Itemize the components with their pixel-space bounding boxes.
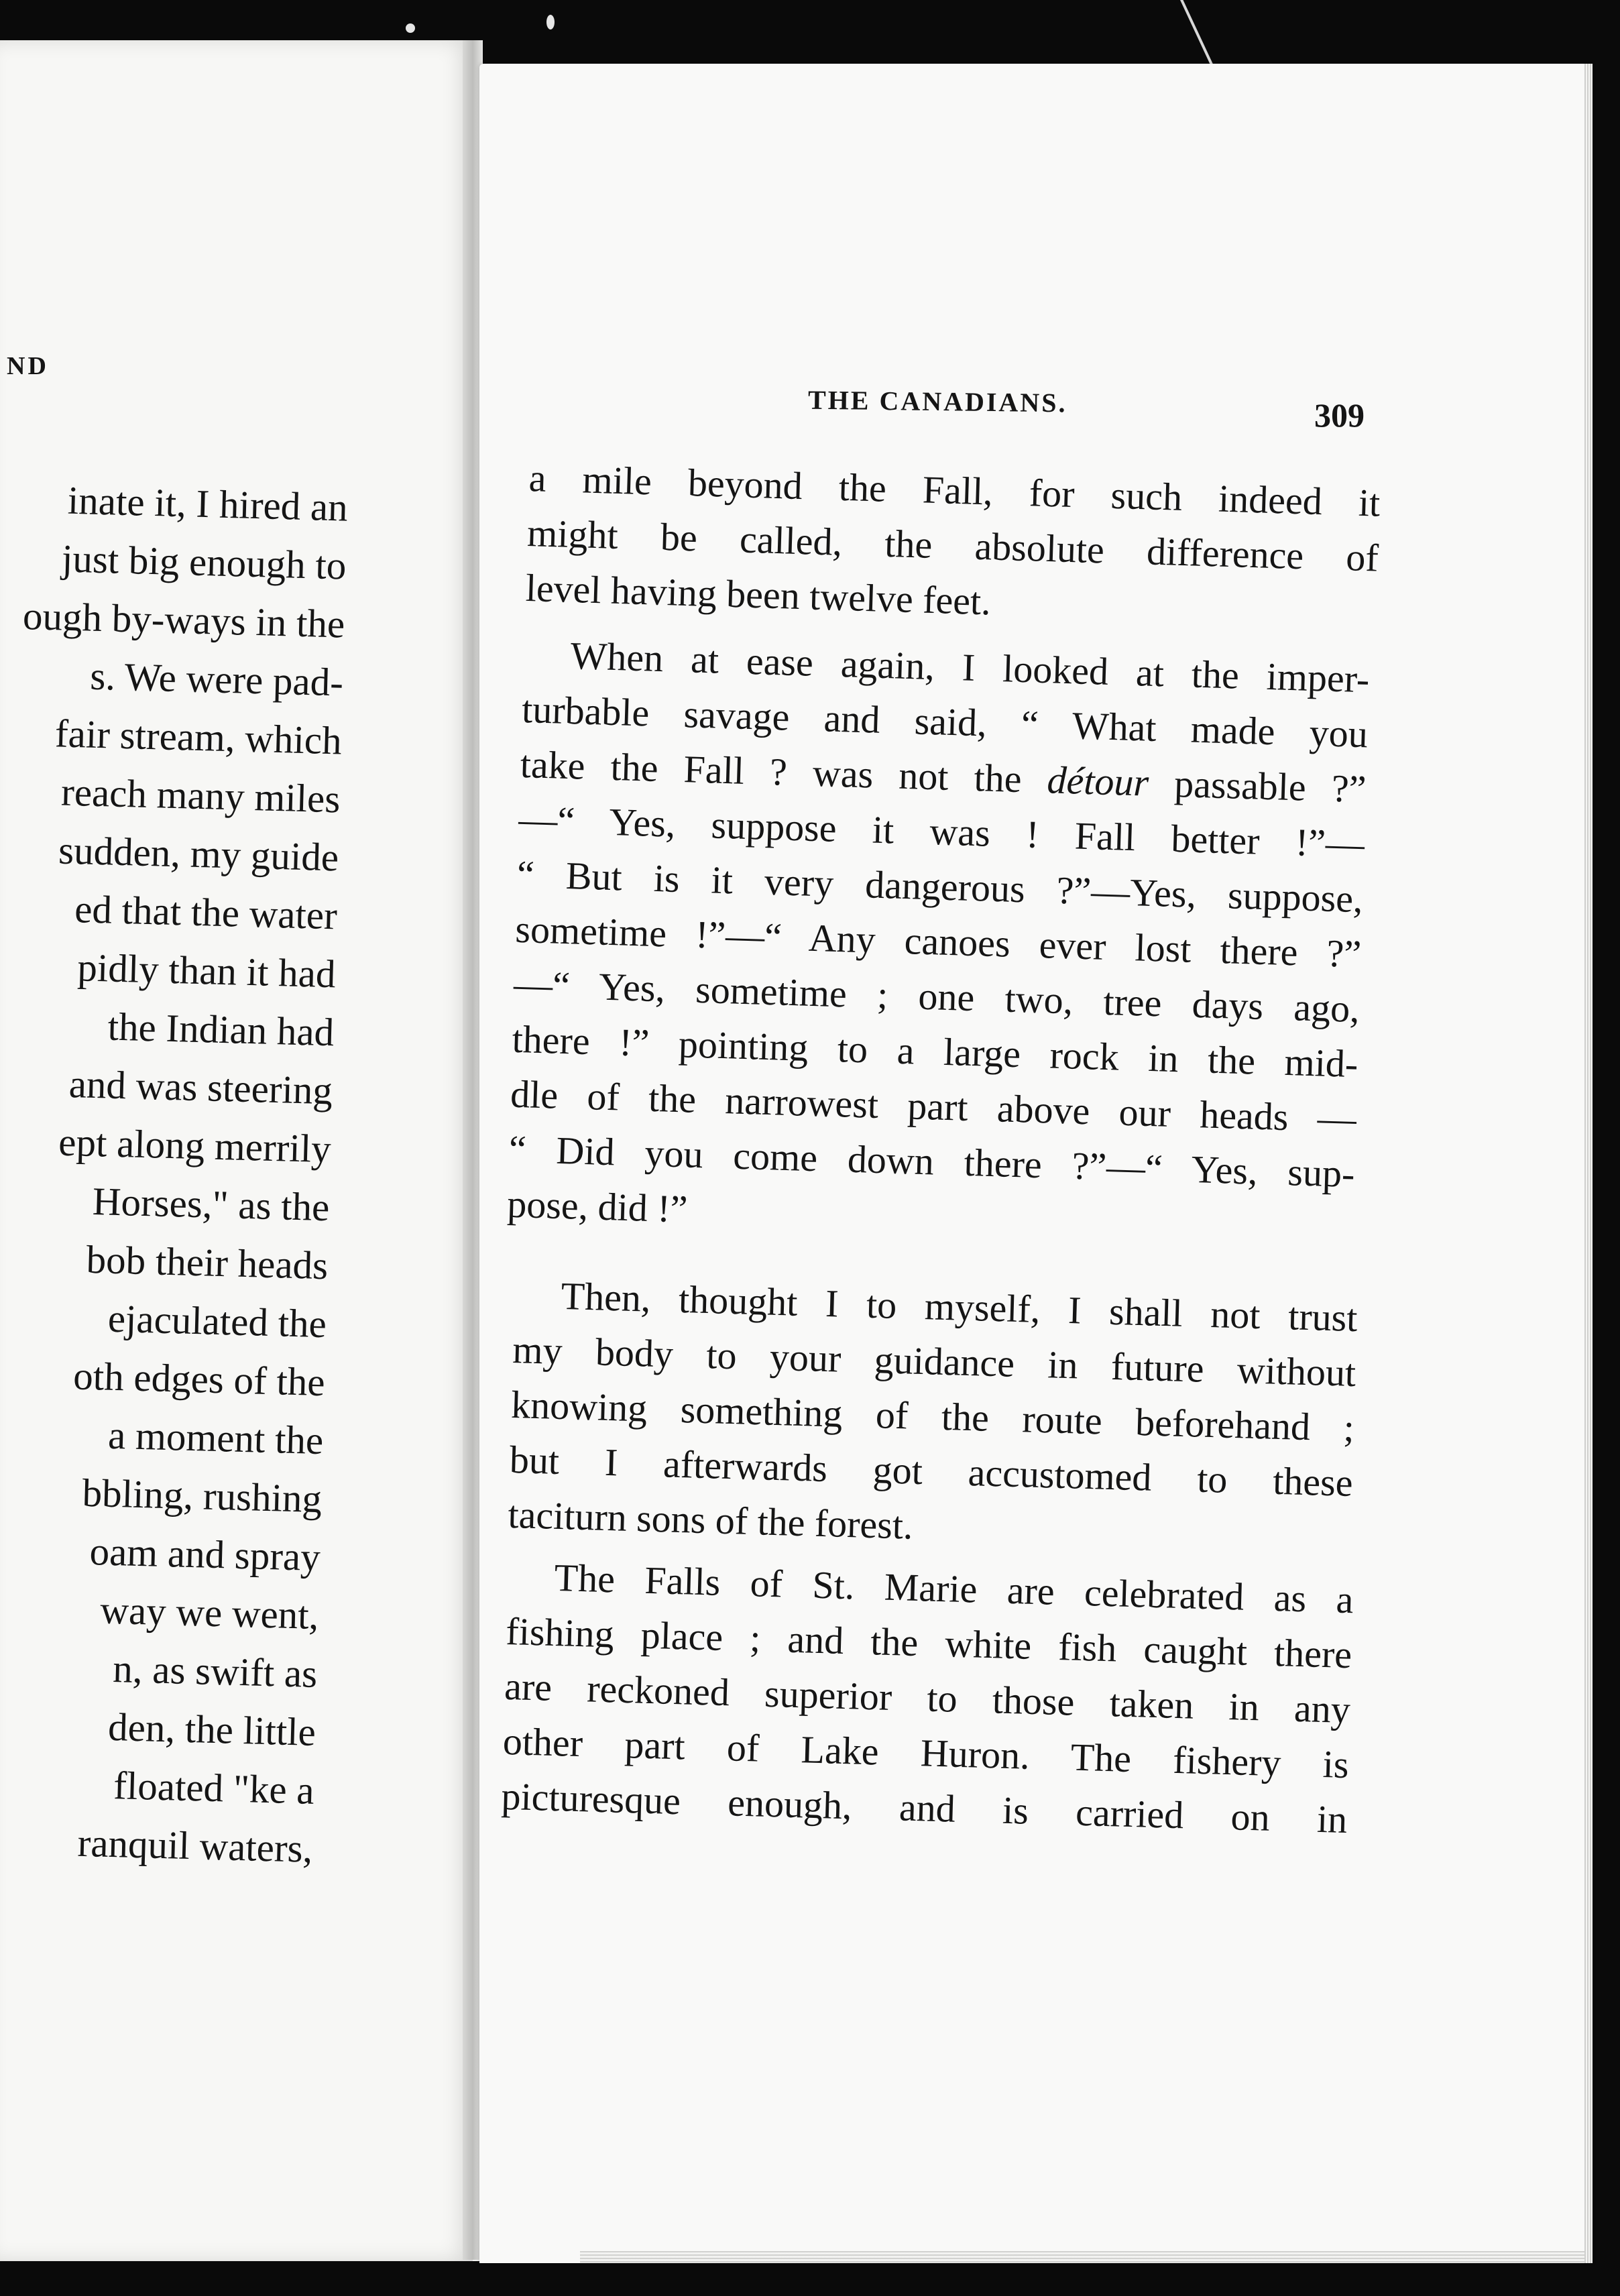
paragraph-3 [508,1267,1358,1566]
italic-word: détour [1046,758,1150,805]
left-text-line: s. We were pad- [89,653,344,705]
text-line: knowing something of the route beforehand ; [510,1382,1355,1450]
text-line: dle of the narrowest part above our heads — [510,1072,1357,1141]
left-text-line: oth edges of the [72,1353,326,1405]
left-text-line: ough by-ways in the [22,593,346,646]
left-text-line: just big enough to [61,536,347,588]
paragraph-2 [506,627,1370,1257]
left-text-line: the Indian had [107,1004,335,1055]
left-text-line: floated "ke a [113,1763,315,1813]
text-line: there !” pointing to a large rock in the mid- [511,1017,1359,1086]
left-text-line: fair stream, which [54,711,343,763]
text-line: other part of Lake Huron. The fishery is [502,1719,1350,1787]
left-text-line: ranquil waters, [76,1820,314,1871]
text-line: are reckoned superior to those taken in any [504,1664,1351,1732]
left-text-line: Horses," as the [92,1178,331,1230]
scan-speck [406,23,415,33]
left-text-line: and was steering [68,1061,333,1113]
scanner-background-bottom [0,2261,1620,2296]
text-line: “ Did you come down there ?”—“ Yes, sup- [508,1127,1356,1196]
text-line: turbable savage and said, “ What made you [521,687,1369,756]
text-line: sometime !”—“ Any canoes ever lost there ?” [514,907,1363,976]
left-text-line: bbling, rushing [81,1470,323,1522]
left-running-head-fragment: ND [7,352,49,380]
text-line: my body to your guidance in future without [512,1327,1356,1395]
scan-speck [546,15,555,30]
text-line: level having been twelve feet. [524,565,992,624]
text-line: Then, thought I to myself, I shall not trust [560,1273,1358,1340]
text-line: picturesque enough, and is carried on in [500,1774,1348,1842]
text-line: When at ease again, I looked at the imper- [569,634,1371,701]
left-text-line: sudden, my guide [58,827,339,880]
left-text-line: pidly than it had [76,945,337,996]
text-line: taciturn sons of the forest. [507,1492,914,1548]
left-text-line: oam and spray [89,1529,321,1580]
text-line: “ But is it very dangerous ?”—Yes, suppose, [516,852,1364,921]
text-line: fishing place ; and the white fish caught there [505,1609,1352,1677]
paragraph-4 [501,1549,1354,1847]
left-text-line: ed that the water [74,886,338,938]
page-number: 309 [1314,396,1365,434]
left-page [0,40,473,2261]
left-text-line: ejaculated the [107,1296,327,1346]
text-fragment: take the Fall ? was not the [519,742,1023,801]
text-line: a mile beyond the Fall, for such indeed it [528,455,1381,525]
running-head: THE CANADIANS. [807,384,1067,418]
text-fragment: passable ?” [1148,760,1367,811]
left-text-line: way we went, [99,1587,320,1638]
left-text-line: ept along merrily [58,1119,332,1171]
text-line: but I afterwards got accustomed to these [509,1437,1354,1505]
scanner-background-right [1590,0,1620,2296]
left-text-line: reach many miles [60,769,341,821]
text-line: The Falls of St. Marie are celebrated as a [553,1555,1354,1622]
text-line: —“ Yes, suppose it was ! Fall better !”— [518,797,1365,866]
left-page-text [0,469,349,1878]
left-text-line: bob their heads [85,1237,329,1288]
text-line: pose, did !” [506,1182,689,1231]
text-line: might be called, the absolute difference of [526,510,1379,580]
left-text-line: n, as swift as [112,1646,319,1696]
page-stack-right-edge [1584,64,1593,2263]
left-text-line: den, the little [107,1704,316,1754]
page-stack-bottom-edge [580,2251,1593,2263]
left-text-line: a moment the [107,1412,325,1463]
text-line: —“ Yes, sometime ; one two, tree days ago, [513,962,1361,1031]
paragraph-1 [525,451,1381,641]
left-text-line: inate it, I hired an [67,477,349,530]
